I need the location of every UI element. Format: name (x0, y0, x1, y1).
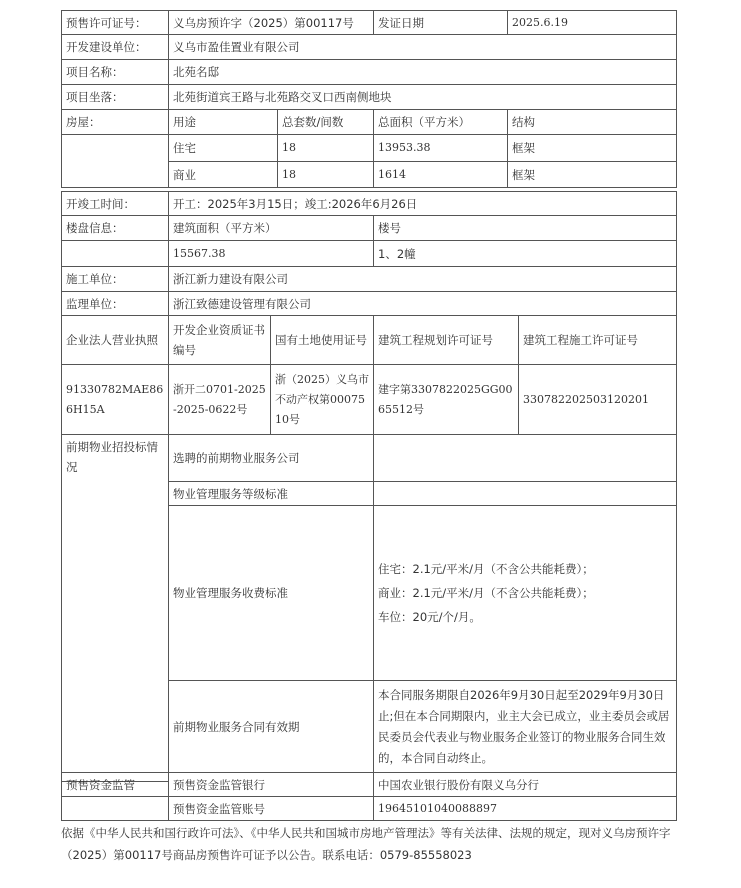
building-area-value: 15567.38 (168, 240, 374, 267)
building-area-header: 建筑面积（平方米） (168, 215, 374, 241)
license-header-planning: 建筑工程规划许可证号 (373, 315, 519, 365)
project-location-label: 项目坐落： (61, 84, 169, 110)
housing-row-area: 1614 (373, 161, 508, 188)
developer-value: 义乌市盈佳置业有限公司 (168, 34, 677, 60)
construction-time-value: 开工：2025年3月15日；竣工:2026年6月26日 (168, 191, 677, 216)
presale-bank-label: 预售资金监管银行 (168, 772, 374, 797)
issue-date-value: 2025.6.19 (507, 10, 677, 35)
property-mgmt-label: 前期物业招投标情况 (61, 434, 169, 782)
contractor-label: 施工单位： (61, 266, 169, 292)
supervisor-label: 监理单位： (61, 291, 169, 316)
property-contract-value: 本合同服务期限自2026年9月30日起至2029年9月30日止;但在本合同期限内，业主大会已成立，业主委员会或居民委员会代表业与物业服务企业签订的物业服务合同生效的，本合同自动终止。 (373, 680, 677, 773)
license-value-construction: 330782202503120201 (518, 364, 677, 435)
permit-label: 预售许可证号： (61, 10, 169, 35)
license-header-qualification: 开发企业资质证书编号 (168, 315, 271, 365)
legal-notice: 依据《中华人民共和国行政许可法》、《中华人民共和国城市房地产管理法》等有关法律、法规的规定，现对义乌房预许字（2025）第00117号商品房预售许可证予以公告。联系电话：0579-85558023 (61, 826, 671, 862)
license-value-land: 浙（2025）义乌市不动产权第0007510号 (270, 364, 374, 435)
presale-funds-spacer (61, 796, 169, 821)
building-number-value: 1、2幢 (373, 240, 677, 267)
housing-label: 房屋： (61, 109, 169, 135)
property-company-label: 选聘的前期物业服务公司 (168, 434, 374, 482)
building-number-header: 楼号 (373, 215, 677, 241)
housing-row-use: 住宅 (168, 134, 278, 162)
housing-row-structure: 框架 (507, 134, 677, 162)
property-company-value (373, 434, 677, 482)
housing-header-use: 用途 (168, 109, 278, 135)
building-info-spacer (61, 240, 169, 267)
housing-row-use: 商业 (168, 161, 278, 188)
license-value-planning: 建字第3307822025GG0065512号 (373, 364, 519, 435)
housing-header-units: 总套数/间数 (277, 109, 374, 135)
property-fee-value (373, 505, 677, 681)
license-header-construction: 建筑工程施工许可证号 (518, 315, 677, 365)
property-fee-list (378, 557, 594, 629)
presale-bank-value: 中国农业银行股份有限义乌分行 (373, 772, 677, 797)
housing-row-units: 18 (277, 161, 374, 188)
presale-funds-label: 预售资金监管 (61, 772, 169, 797)
permit-value: 义乌房预许字（2025）第00117号 (168, 10, 374, 35)
fee-line-residential: 住宅：2.1元/平米/月（不含公共能耗费）； (378, 562, 594, 576)
housing-header-area: 总面积（平方米） (373, 109, 508, 135)
license-value-qualification: 浙开二0701-2025-2025-0622号 (168, 364, 271, 435)
housing-row-spacer (61, 134, 169, 188)
construction-time-label: 开竣工时间： (61, 191, 169, 216)
property-contract-label: 前期物业服务合同有效期 (168, 680, 374, 773)
housing-row-structure: 框架 (507, 161, 677, 188)
permit-table (61, 10, 677, 821)
project-location-value: 北苑街道宾王路与北苑路交叉口西南侧地块 (168, 84, 677, 110)
license-header-land: 国有土地使用证号 (270, 315, 374, 365)
presale-account-label: 预售资金监管账号 (168, 796, 374, 821)
property-fee-label: 物业管理服务收费标准 (168, 505, 374, 681)
developer-label: 开发建设单位： (61, 34, 169, 60)
project-name-value: 北苑名邸 (168, 59, 677, 85)
license-header-business: 企业法人营业执照 (61, 315, 169, 365)
property-grade-value (373, 481, 677, 506)
housing-row-units: 18 (277, 134, 374, 162)
presale-account-value: 19645101040088897 (373, 796, 677, 821)
issue-date-label: 发证日期 (373, 10, 508, 35)
contractor-value: 浙江新力建设有限公司 (168, 266, 677, 292)
fee-line-commercial: 商业：2.1元/平米/月（不含公共能耗费）； (378, 586, 594, 600)
housing-row-area: 13953.38 (373, 134, 508, 162)
housing-header-structure: 结构 (507, 109, 677, 135)
supervisor-value: 浙江致德建设管理有限公司 (168, 291, 677, 316)
property-grade-label: 物业管理服务等级标准 (168, 481, 374, 506)
license-value-business: 91330782MAE866H15A (61, 364, 169, 435)
building-info-label: 楼盘信息： (61, 215, 169, 241)
fee-line-parking: 车位：20元/个/月。 (378, 610, 481, 624)
project-name-label: 项目名称： (61, 59, 169, 85)
